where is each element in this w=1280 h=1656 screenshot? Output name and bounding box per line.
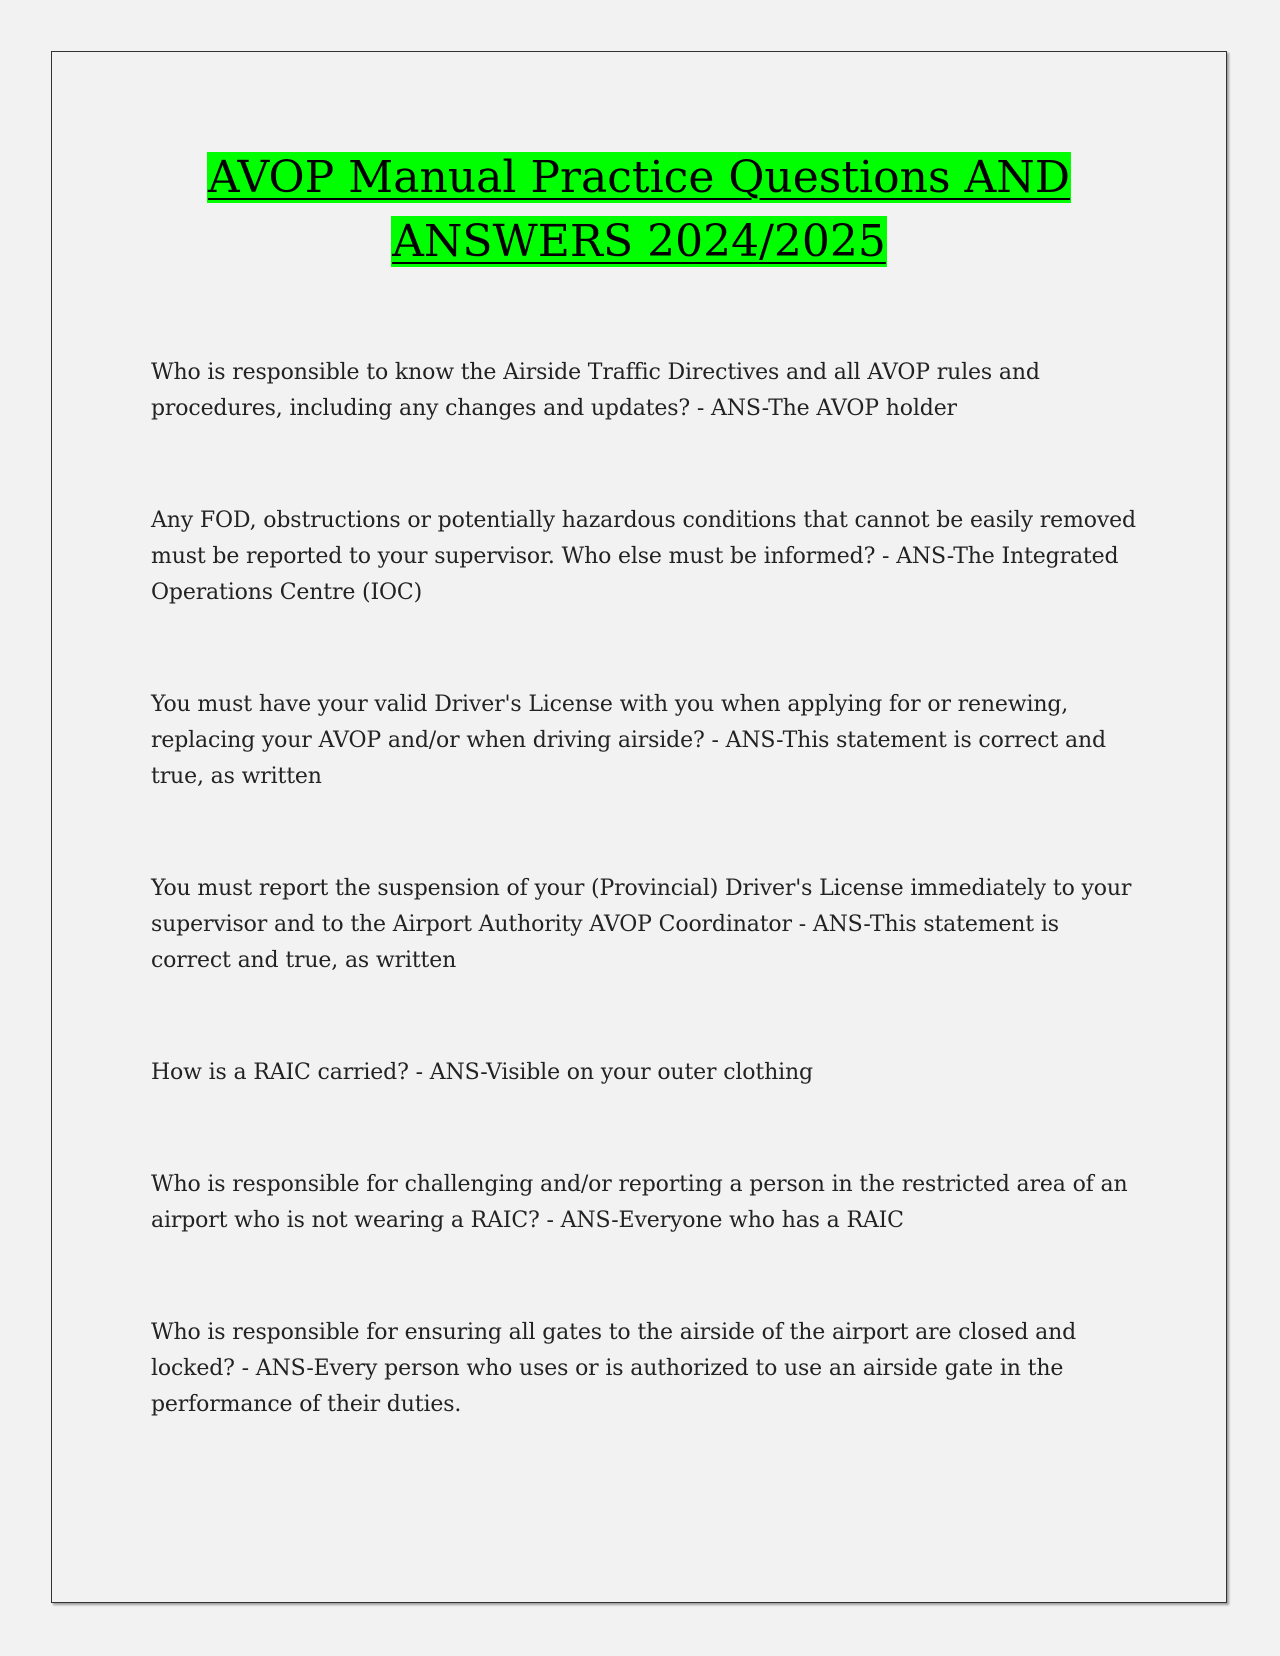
answer-separator: - ANS- — [234, 1356, 314, 1381]
qa-item — [151, 871, 1141, 979]
answer-separator: - ANS- — [539, 1208, 619, 1233]
answer-text: The Integrated Operations Centre (IOC) — [151, 544, 1119, 605]
answer-text: Visible on your outer clothing — [485, 1060, 813, 1085]
title-line-1: AVOP Manual Practice Questions AND — [207, 152, 1071, 203]
answer-separator: - ANS- — [791, 912, 870, 937]
answer-text: Every person who uses or is authorized to use an airside gate in the performance of their duties. — [151, 1356, 1064, 1417]
question-text: You must have your valid Driver's License with you when applying for or renewing, replacing your AVOP and/or when driving airside? — [151, 692, 1069, 753]
answer-separator: - ANS- — [408, 1060, 486, 1085]
document-title — [52, 146, 1226, 274]
qa-item — [151, 1315, 1141, 1423]
qa-item — [151, 687, 1141, 795]
qa-item — [151, 1167, 1141, 1239]
answer-text: This statement is correct and true, as written — [151, 728, 1106, 789]
answer-separator: - ANS- — [690, 396, 769, 421]
question-text: Any FOD, obstructions or potentially hazardous conditions that cannot be easily removed must be reported to your supervisor. Who else must be informed? — [151, 508, 1136, 569]
answer-text: Everyone who has a RAIC — [618, 1208, 904, 1233]
title-line-2: ANSWERS 2024/2025 — [392, 216, 886, 267]
question-text: Who is responsible for ensuring all gates to the airside of the airport are closed and locked? — [151, 1320, 1077, 1381]
answer-separator: - ANS- — [704, 728, 783, 753]
answer-text: The AVOP holder — [768, 396, 957, 421]
answer-text: This statement is correct and true, as written — [151, 912, 1059, 973]
document-page — [51, 51, 1227, 1603]
qa-item — [151, 355, 1141, 427]
question-text: Who is responsible for challenging and/or reporting a person in the restricted area of an airport who is not wearing a RAIC? — [151, 1172, 1128, 1233]
qa-item — [151, 503, 1141, 611]
question-text: You must report the suspension of your (Provincial) Driver's License immediately to your supervisor and to the Airport Authority AVOP Coordinator — [151, 876, 1132, 937]
question-text: How is a RAIC carried? — [151, 1060, 409, 1085]
qa-list — [151, 355, 1141, 1423]
question-text: Who is responsible to know the Airside Traffic Directives and all AVOP rules and procedures, including any changes and updates? — [151, 360, 1040, 421]
qa-item — [151, 1055, 1141, 1091]
answer-separator: - ANS- — [875, 544, 954, 569]
